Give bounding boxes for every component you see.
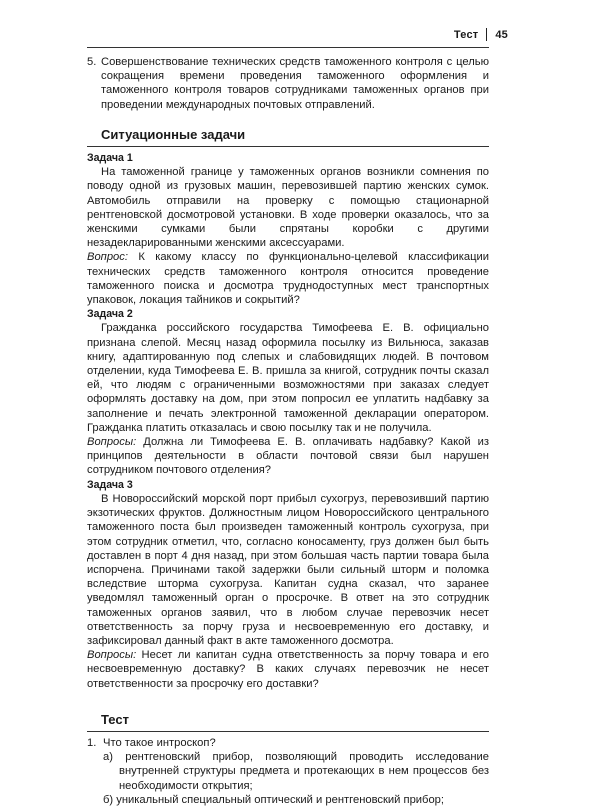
task-body: На таможенной границе у таможенных органов возникли сомнения по поводу одной из грузовых машин, перевозившей партию женских сумок. Автомобиль отправили на проверку с помощью стационарной рентгеновской досмотровой установки. В ходе проверки оказалось, что за женскими сумками были спрятаны коробки с другими незадекларированными женскими аксессуарами. xyxy=(87,166,489,250)
test-question-stem xyxy=(87,736,489,750)
task-3 xyxy=(87,478,489,691)
running-head-section: Тест xyxy=(453,28,479,41)
section-title-test: Тест xyxy=(101,711,129,727)
question-text: Должна ли Тимофеева Е. В. оплачивать надбавку? Какой из принципов деятельности в области почтовой связи был нарушен сотрудником почтового отделения? xyxy=(87,436,489,477)
answer-option xyxy=(87,750,489,793)
task-title: Задача 3 xyxy=(87,478,133,491)
answer-option-text: б) уникальный специальный оптический и рентгеновский прибор; xyxy=(103,793,445,806)
question-label: Вопрос: xyxy=(87,251,128,264)
task-question xyxy=(87,250,489,307)
question-number: 1. xyxy=(87,736,97,749)
test-question-1 xyxy=(87,736,489,807)
task-title: Задача 1 xyxy=(87,152,133,165)
section-rule xyxy=(87,731,489,732)
question-text: К какому классу по функционально-целевой классификации технических средств таможенного контроля относится проведение таможенного поиска и досмотра труднодоступных мест транспортных упаковок, локация тайников и сокрытий? xyxy=(87,251,489,307)
task-body: В Новороссийский морской порт прибыл сухогруз, перевозивший партию экзотических фруктов. Должностным лицом Новороссийского центрального таможенного поста был произведен таможенный контроль сухогруза, при этом сотрудник отметил, что, согласно коносаменту, груз должен был быть доставлен в порт 4 дня назад, при этом большая часть партии товара была испорчена. Причинами такой задержки были сильный шторм и поломка вследствие шторма сухогруза. Капитан судна сказал, что заранее уведомлял таможенный орган о просрочке. В ответ на это сотрудник таможенных органов заявил, что в любом случае перевозчик несет ответственность за порчу груза и несвоевременную его доставку, и зафиксировал данный факт в акте таможенного досмотра. xyxy=(87,492,489,647)
page-number: 45 xyxy=(495,28,508,41)
header-rule xyxy=(87,47,489,48)
section-rule xyxy=(87,146,489,147)
task-1 xyxy=(87,151,489,307)
task-question xyxy=(87,648,489,691)
task-title: Задача 2 xyxy=(87,308,133,321)
question-text: Несет ли капитан судна ответственность за порчу товара и его несвоевременную доставку? В каких случаях перевозчик не несет ответственности за просрочку его доставки? xyxy=(87,649,489,690)
running-head-separator xyxy=(486,28,487,41)
question-text: Что такое интроскоп? xyxy=(103,736,216,749)
intro-item-number: 5. xyxy=(87,56,97,68)
question-label: Вопросы: xyxy=(87,436,137,449)
answer-option xyxy=(87,793,489,807)
task-question xyxy=(87,435,489,478)
page-content xyxy=(87,55,489,807)
task-2 xyxy=(87,307,489,477)
intro-list-item xyxy=(87,55,489,112)
task-body: Гражданка российского государства Тимофеева Е. В. официально признана слепой. Месяц назад оформила посылку из Вильнюса, заказав книгу, адаптированную под слепых и слабовидящих людей. В почтовом отделении, куда Тимофеева Е. В. пришла за книгой, сотрудник почты сказал ей, что людям с ограниченными возможностями при заказах следует оформлять доставку на дом, при этом попросил ее уплатить надбавку за заполнение и печать электронной таможенной декларации оператором. Гражданка платить отказалась и свою посылку так и не получила. xyxy=(87,322,489,434)
answer-option-text: а) рентгеновский прибор, позволяющий проводить исследование внутренней структуры предмета и протекающих в нем процессов без необходимости открытия; xyxy=(103,751,489,792)
intro-item-text: Совершенствование технических средств таможенного контроля с целью сокращения времени проведения таможенного оформления и таможенного контроля товаров сотрудниками таможенных органов при проведении международных почтовых отправлений. xyxy=(101,56,489,111)
question-label: Вопросы: xyxy=(87,649,137,662)
section-title-situational: Ситуационные задачи xyxy=(101,126,246,142)
running-head xyxy=(454,28,508,41)
